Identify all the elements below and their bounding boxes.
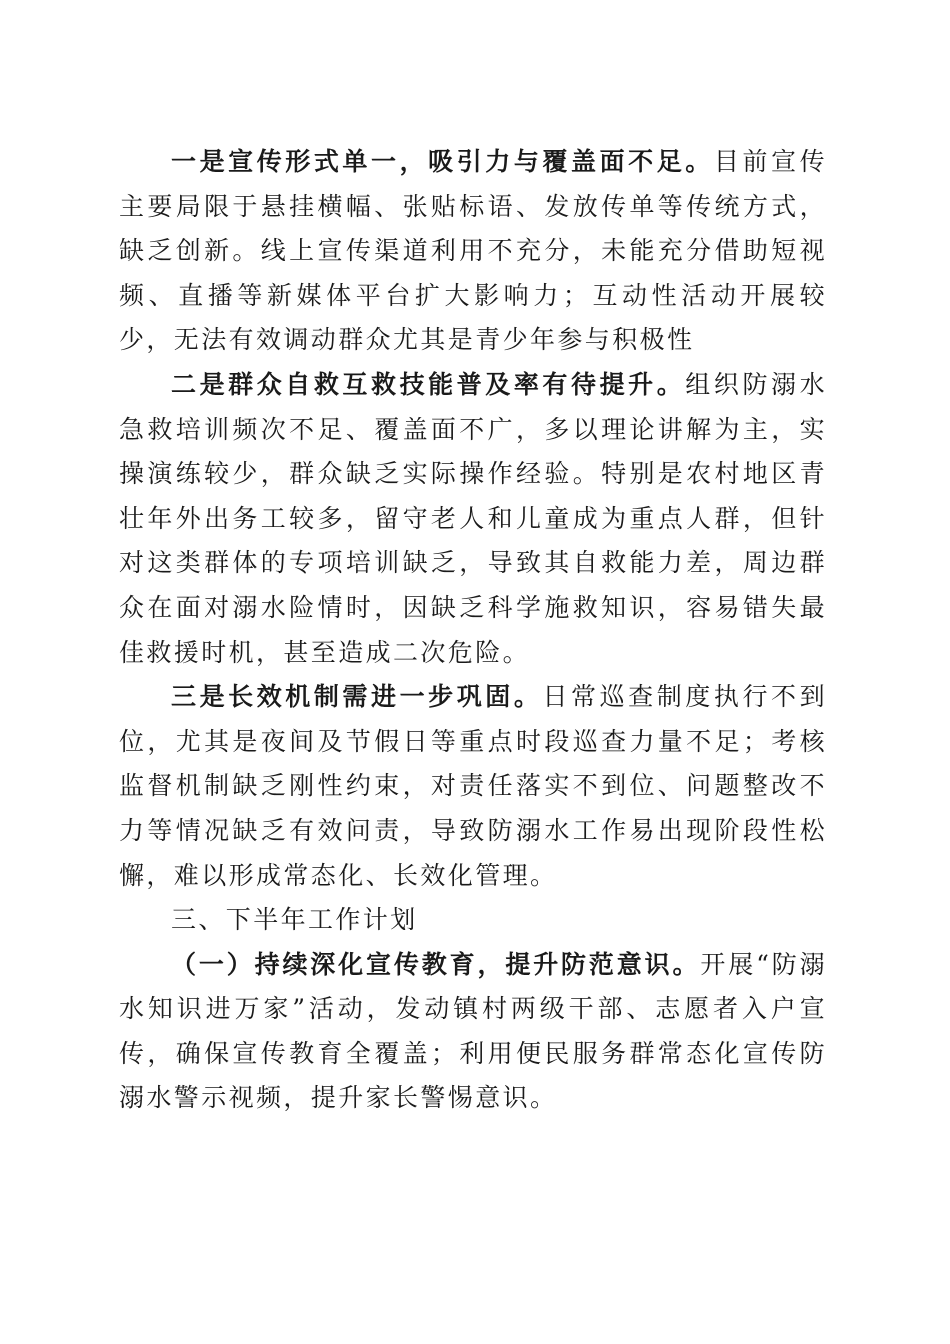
paragraph-mechanism-issue: [119, 675, 827, 898]
paragraph-text: 日常巡查制度执行不到位，尤其是夜间及节假日等重点时段巡查力量不足；考核监督机制缺乏刚性约束，对责任落实不到位、问题整改不力等情况缺乏有效问责，导致防溺水工作易出现阶段性松懈，难以形成常态化、长效化管理。: [119, 682, 827, 890]
paragraph-lead: （一）持续深化宣传教育，提升防范意识。: [171, 949, 701, 979]
paragraph-lead: 二是群众自救互救技能普及率有待提升。: [171, 369, 686, 399]
paragraph-text: 开展“防溺水知识进万家”活动，发动镇村两级干部、志愿者入户宣传，确保宣传教育全覆盖；利用便民服务群常态化宣传防溺水警示视频，提升家长警惕意识。: [119, 949, 828, 1113]
section-heading: 三、下半年工作计划: [171, 905, 418, 935]
paragraph-text: 组织防溺水急救培训频次不足、覆盖面不广，多以理论讲解为主，实操演练较少，群众缺乏实际操作经验。特别是农村地区青壮年外出务工较多，留守老人和儿童成为重点人群，但针对这类群体的专项培训缺乏，导致其自救能力差，周边群众在面对溺水险情时，因缺乏科学施救知识，容易错失最佳救援时机，甚至造成二次危险。: [119, 369, 827, 667]
paragraph-lead: 一是宣传形式单一，吸引力与覆盖面不足。: [171, 147, 714, 176]
paragraph-publicity-issue: [119, 140, 827, 363]
paragraph-text: 目前宣传主要局限于悬挂横幅、张贴标语、发放传单等传统方式，缺乏创新。线上宣传渠道利用不充分，未能充分借助短视频、直播等新媒体平台扩大影响力；互动性活动开展较少，无法有效调动群众尤其是青少年参与积极性: [119, 147, 827, 355]
paragraph-plan-publicity: [119, 943, 827, 1121]
paragraph-rescue-skills-issue: [119, 363, 827, 675]
paragraph-lead: 三是长效机制需进一步巩固。: [171, 682, 543, 712]
document-body: [119, 140, 827, 1121]
